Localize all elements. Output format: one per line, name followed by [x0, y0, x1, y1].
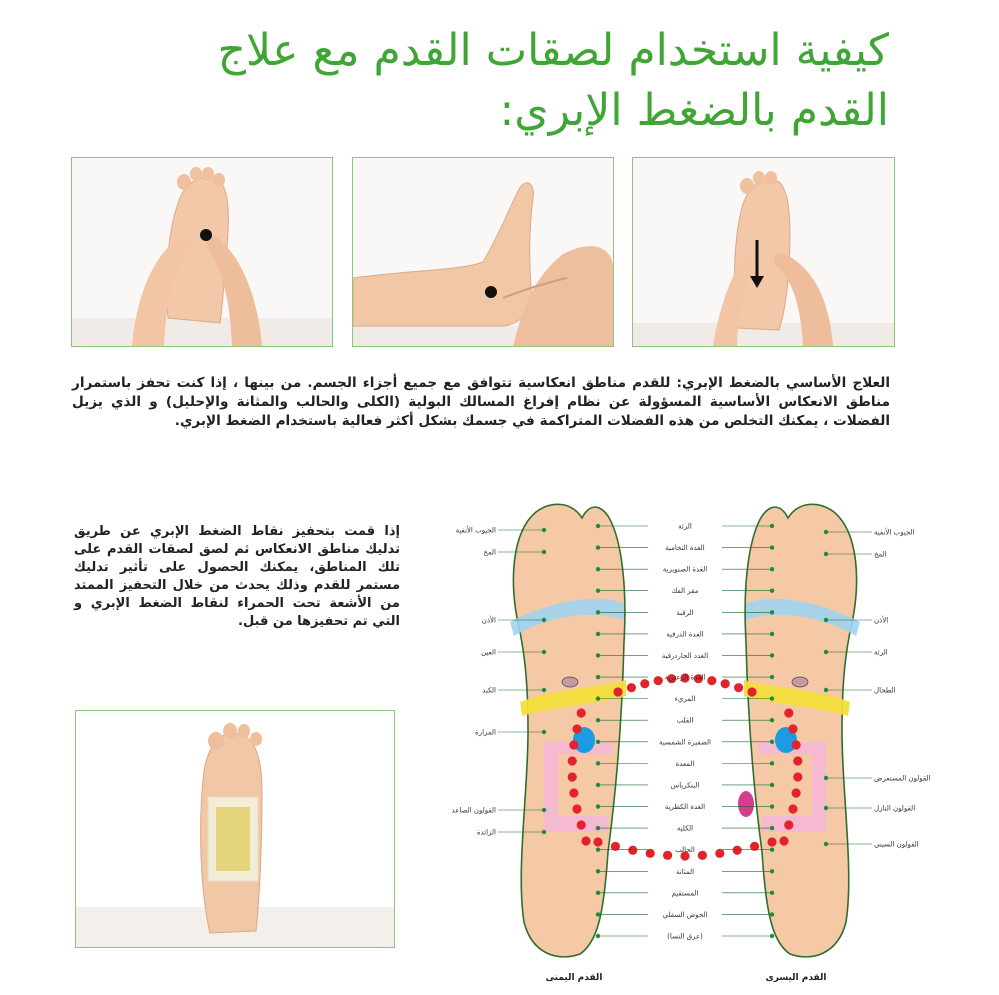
red-dot — [646, 849, 655, 858]
center-label: الغدد الجاردرقية — [661, 651, 709, 660]
center-label: المثانة — [675, 867, 695, 876]
reflex-point — [824, 650, 828, 654]
reflex-point — [824, 552, 828, 556]
center-label: الغدة الزعترية — [664, 673, 706, 682]
red-dot — [747, 687, 756, 696]
red-dot — [628, 846, 637, 855]
intro-paragraph: العلاج الأساسي بالضغط الإبري: للقدم مناطق انعكاسية تتوافق مع جميع أجزاء الجسم. من بينها ، إذا كنت تحفز باستمرار مناطق الانعكاس الأساسية المسؤولة عن نظام إفراغ المسالك البولية (الكلى والحالب والمثانة والإحليل) و الذي يزيل الفضلات ، يمكنك التخلص من هذه الفضلات المتراكمة في جسمك بشكل أكثر فعالية باستخدام الضغط الإبري. — [72, 375, 890, 429]
red-dot — [779, 836, 788, 845]
reflex-point — [596, 653, 600, 657]
reflex-point — [542, 650, 546, 654]
reflex-point — [824, 806, 828, 810]
left-foot-label: المخ — [874, 550, 887, 559]
red-dot — [698, 851, 707, 860]
red-dot — [581, 836, 590, 845]
reflex-point — [596, 718, 600, 722]
reflex-point — [770, 632, 774, 636]
center-label: البنكرياس — [670, 781, 700, 790]
reflex-point — [770, 589, 774, 593]
red-dot — [721, 679, 730, 688]
red-dot — [654, 676, 663, 685]
red-dot — [792, 788, 801, 797]
page-title-line-2: القدم بالضغط الإبري: — [499, 85, 889, 136]
reflex-point — [770, 826, 774, 830]
right-foot-caption: القدم اليمنى — [545, 973, 603, 982]
reflex-point — [770, 675, 774, 679]
left-foot-label: القولون النازل — [874, 804, 916, 813]
center-label: الرقبة — [676, 608, 694, 617]
red-dot — [572, 804, 581, 813]
reflex-point — [824, 618, 828, 622]
red-dot — [640, 679, 649, 688]
reflex-point — [770, 740, 774, 744]
reflex-point — [596, 545, 600, 549]
patch-paragraph: إذا قمت بتحفيز نقاط الضغط الإبري عن طريق تدليك مناطق الانعكاس ثم لصق لصقات القدم على تلك المناطق، يمكنك الحصول على تأثير تدليك مستمر للقدم وذلك يحدث من خلال التحفيز الممتد من الأشعة تحت الحمراء لنقاط الضغط الإبري و التي تم تحفيزها من قبل. — [74, 524, 400, 629]
red-dot — [793, 772, 802, 781]
center-label: الكلية — [676, 824, 694, 833]
center-label: مقر الفك — [671, 587, 699, 596]
red-dot — [663, 851, 672, 860]
red-dot — [568, 772, 577, 781]
red-dot — [715, 849, 724, 858]
reflex-point — [770, 847, 774, 851]
red-dot — [734, 683, 743, 692]
red-dot — [569, 740, 578, 749]
reflex-point — [770, 934, 774, 938]
reflex-point — [596, 826, 600, 830]
red-dot — [577, 820, 586, 829]
red-dot — [767, 837, 776, 846]
reflex-point — [770, 696, 774, 700]
right-foot-label: القولون الصاعد — [451, 806, 496, 815]
photo-ankle-point — [352, 157, 614, 347]
reflex-point — [596, 610, 600, 614]
reflex-point — [770, 783, 774, 787]
center-label: الغدة الدرقية — [666, 630, 704, 639]
left-foot-caption: القدم اليسرى — [765, 973, 827, 982]
right-foot-label: الأذن — [481, 616, 496, 625]
reflex-point — [542, 830, 546, 834]
red-dot — [707, 676, 716, 685]
reflex-point — [770, 524, 774, 528]
reflex-point — [542, 618, 546, 622]
reflex-point — [770, 718, 774, 722]
reflex-point — [824, 776, 828, 780]
reflex-point — [596, 869, 600, 873]
reflex-point — [596, 912, 600, 916]
reflex-point — [770, 610, 774, 614]
red-dot — [793, 756, 802, 765]
right-foot-label: الكبد — [482, 686, 496, 695]
red-dot — [784, 820, 793, 829]
page-title-line-1: كيفية استخدام لصقات القدم مع علاج — [217, 25, 889, 76]
center-label: الغدة النخامية — [665, 544, 705, 553]
right-foot-outline — [510, 504, 626, 957]
center-label: الرئة — [678, 522, 692, 531]
left-foot-label: الجيوب الأنفية — [874, 528, 915, 537]
left-foot-label: الطحال — [874, 686, 896, 695]
red-dot — [613, 687, 622, 696]
red-dot — [577, 708, 586, 717]
reflex-point — [770, 567, 774, 571]
left-foot-label: القولون المستعرض — [874, 774, 931, 783]
reflex-point — [824, 842, 828, 846]
reflex-point — [596, 740, 600, 744]
reflex-point — [596, 804, 600, 808]
photo-sole-massage — [71, 157, 333, 347]
reflex-point — [542, 730, 546, 734]
reflex-point — [770, 912, 774, 916]
red-dot — [572, 724, 581, 733]
left-foot-label: الرئة — [874, 648, 888, 657]
photo-foot-patch — [75, 710, 395, 948]
center-label: الحالب — [675, 846, 695, 855]
reflex-point — [596, 675, 600, 679]
center-label: الغدة الصنوبرية — [662, 565, 708, 574]
reflex-point — [542, 550, 546, 554]
red-dot — [627, 683, 636, 692]
red-dot — [733, 846, 742, 855]
reflex-point — [770, 891, 774, 895]
red-dot — [788, 804, 797, 813]
reflex-point — [770, 545, 774, 549]
reflex-point — [542, 808, 546, 812]
right-foot-label: العين — [481, 648, 496, 657]
reflex-point — [596, 783, 600, 787]
reflex-point — [770, 761, 774, 765]
left-foot-label: القولون السيني — [874, 840, 919, 849]
reflex-point — [596, 847, 600, 851]
right-foot-label: المخ — [483, 548, 496, 557]
red-dot — [568, 756, 577, 765]
reflex-point — [596, 524, 600, 528]
center-label: المريء — [674, 695, 696, 704]
red-dot — [593, 837, 602, 846]
center-label: المستقيم — [671, 889, 699, 898]
right-foot-label: الزائدة — [476, 828, 496, 837]
red-dot — [784, 708, 793, 717]
reflex-point — [770, 804, 774, 808]
right-foot-label: المرارة — [475, 728, 496, 737]
reflex-point — [596, 761, 600, 765]
reflex-point — [596, 891, 600, 895]
reflex-point — [542, 528, 546, 532]
reflex-point — [824, 530, 828, 534]
foot-reflexology-map — [448, 492, 968, 982]
center-label: الضفيرة الشمسية — [658, 738, 712, 747]
center-label: الغدة الكظرية — [664, 803, 706, 812]
left-foot-label: الأذن — [874, 616, 889, 625]
reflex-point — [596, 696, 600, 700]
reflex-point — [770, 653, 774, 657]
center-label: المعدة — [675, 759, 695, 768]
red-dot — [792, 740, 801, 749]
reflex-point — [596, 632, 600, 636]
center-label: الحوض السفلي — [662, 910, 708, 919]
red-dot — [788, 724, 797, 733]
photo-thumb-arrow — [632, 157, 895, 347]
reflex-point — [596, 567, 600, 571]
right-foot-label: الجيوب الأنفية — [455, 526, 496, 535]
reflex-point — [824, 688, 828, 692]
center-label: (عرق النسا) — [667, 932, 703, 941]
left-foot-outline — [738, 504, 860, 957]
reflex-point — [596, 934, 600, 938]
reflex-point — [542, 688, 546, 692]
center-label: القلب — [676, 716, 694, 725]
reflex-point — [596, 589, 600, 593]
red-dot — [569, 788, 578, 797]
reflex-point — [770, 869, 774, 873]
